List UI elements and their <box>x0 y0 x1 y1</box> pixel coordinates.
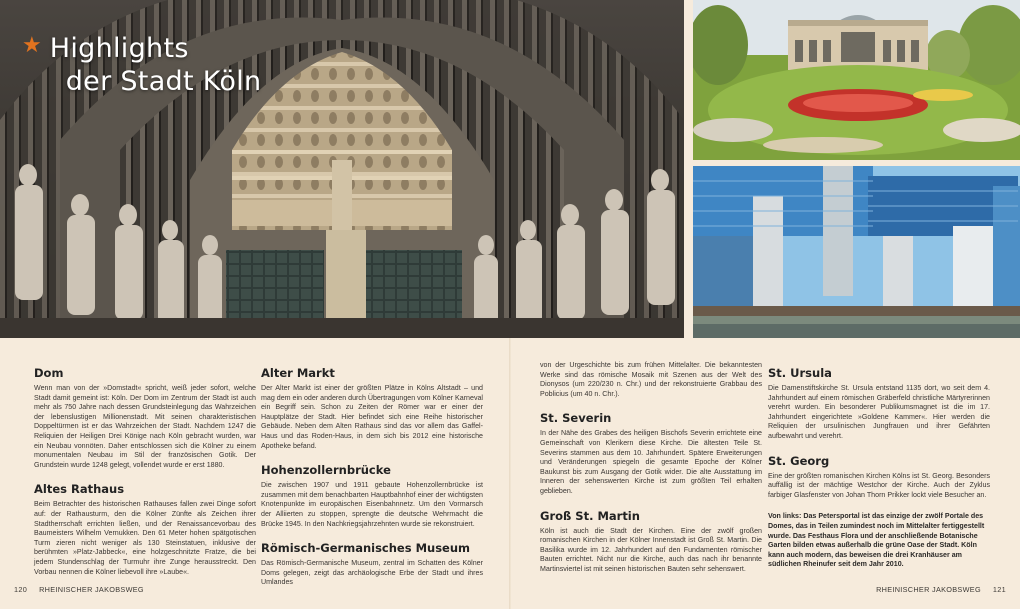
paragraph-gross-st-martin: Köln ist auch die Stadt der Kirchen. Eine der zwölf großen romanischen Kirchen in der Kölner Innenstadt ist Groß St. Martin. Die Basilika wurde im 12. Jahrhundert auf den Fundamenten römischer Bauten errichtet. Nicht nur die Kirche, auch das nach ihr benannte Martinsviertel ist mit seinen historischen Bauten sehr sehenswert. <box>540 526 762 573</box>
paragraph-altes-rathaus: Beim Betrachter des historischen Rathauses fallen zwei Dinge sofort auf: der Rathausturm, den die Kölner Zünfte als Zeichen ihrer Stadtherrschaft errichten ließen, und der Renaissancevorbau des Baumeisters Wilhelm Vernukken. Den 61 Meter hohen spätgotischen Turm zieren nicht weniger als 130 Steinstatuen, inklusive der berühmten »Platz-Jabbeck«, eine holzgeschnitzte Fratze, die bei jedem Stundenschlag der Turmuhr ihre Zunge herausstreckt. Den Vorbau nennen die Kölner liebevoll ihre »Laube«. <box>34 500 256 576</box>
running-title-left: RHEINISCHER JAKOBSWEG <box>39 585 144 594</box>
heading-st-severin: St. Severin <box>540 411 612 426</box>
paragraph-st-ursula: Die Damenstiftskirche St. Ursula entstand 1135 dort, wo seit dem 4. Jahrhundert auf einem römischen Gräberfeld christliche Märtyrerinnen verehrt wurden. Ein besonderer Publikumsmagnet ist die im 17. Jahrhundert eingerichtete »Goldene Kammer«. Hier werden die Reliquien der ursulinischen Jungfrauen und ihrer Gefährten aufbewahrt und verehrt. <box>768 384 990 440</box>
heading-line-2: der Stadt Köln <box>65 66 262 97</box>
page-number-right: 121 <box>992 585 1006 594</box>
paragraph-dom: Wenn man von der »Domstadt« spricht, weiß jeder sofort, welche Stadt damit gemeint ist: Köln. Der Dom im Zentrum der Stadt ist auch mehr als 750 Jahre nach dessen Grundsteinlegung das Wahrzeichen der lebenslustigen Millionenstadt. Mit seinen charakteristischen Doppeltürmen ist er das Wahrzeichen der Stadt. Nachdem 1247 die Reliquien der Heiligen Drei Könige nach Köln gebracht wurden, war ein Neubau vonnöten. Daher entschlossen sich die Kölner zu einem monumentalen Neubau im Stil der französischen Gotik. Der Grundstein wurde 1248 gelegt, vollendet wurde er erst 1880. <box>34 384 256 469</box>
heading-gross-st-martin: Groß St. Martin <box>540 508 640 523</box>
heading-st-georg: St. Georg <box>768 453 830 468</box>
paragraph-st-severin: In der Nähe des Grabes des heiligen Bischofs Severin errichtete eine Gemeinschaft von Klerikern diese Kirche. Die ältesten Teile St. Severins stammen aus dem 10. Jahrhundert. Spätere Erweiterungen und Veränderungen spiegeln die gesamte Epoche der Kölner Baukunst bis zum Ausgang der Gotik wider. Die alte Ausstattung im Inneren der sehenswerten Kirche ist zum größten Teil erhalten geblieben. <box>540 429 762 495</box>
heading-roemisch-germanisches-museum: Römisch-Germanisches Museum <box>261 541 471 556</box>
paragraph-hohenzollernbruecke: Die zwischen 1907 und 1911 gebaute Hohenzollernbrücke ist zusammen mit dem benachbarten Hauptbahnhof einer der wichtigsten Knotenpunkte im europäischen Eisenbahnnetz. Um den Vormarsch der Alliierten zu stoppen, sprengte die deutsche Wehrmacht die Brücke 1945. In den Nachkriegsjahrzehnten wurde sie rekonstruiert. <box>261 481 483 528</box>
text-column-4 <box>768 366 990 570</box>
heading-line-1: Highlights <box>49 33 189 64</box>
heading-st-ursula: St. Ursula <box>768 366 832 380</box>
book-gutter <box>509 338 511 609</box>
running-title-right: RHEINISCHER JAKOBSWEG <box>876 585 981 594</box>
footer-right <box>876 585 1006 594</box>
paragraph-st-georg: Eine der größten romanischen Kirchen Kölns ist St. Georg. Besonders auffällig ist der mächtige Westchor der Kirche. Auch der Zyklus farbiger Glasfenster von Johan Thorn Prikker lockt viele Besucher an. <box>768 471 990 499</box>
text-column-2 <box>261 366 483 588</box>
heading-alter-markt: Alter Markt <box>261 366 335 380</box>
kranhaus-photo <box>693 166 1020 338</box>
heading-altes-rathaus: Altes Rathaus <box>34 482 125 497</box>
section-heading <box>22 32 261 98</box>
paragraph-museum-continued: von der Urgeschichte bis zum frühen Mittelalter. Die bekanntesten Werke sind das römische Mosaik mit Szenen aus der Welt des Dionysos (um 220/230 n. Chr.) und der rekonstruierte Grabbau des Poblicius (um 40 n. Chr.). <box>540 361 762 398</box>
flora-garden-photo <box>693 0 1020 160</box>
page-number-left: 120 <box>14 585 28 594</box>
text-column-1 <box>34 366 256 577</box>
heading-hohenzollernbruecke: Hohenzollernbrücke <box>261 463 391 478</box>
paragraph-roemisch-germanisches-museum: Das Römisch-Germanische Museum, zentral im Schatten des Kölner Doms gelegen, zeigt das archäologische Erbe der Stadt und ihres Umlandes <box>261 559 483 587</box>
footer-left <box>14 585 144 594</box>
text-column-3 <box>540 361 762 575</box>
photo-caption: Von links: Das Petersportal ist das einzige der zwölf Portale des Domes, das in Teilen zumindest noch im Mittelalter fertiggestellt wurde. Das Festhaus Flora und der anschließende Botanische Garten bilden etwas außerhalb die grüne Oase der Stadt. Köln kann auch modern, das beweisen die drei Kranhäuser am südlichen Rheinufer seit dem Jahr 2010. <box>768 512 985 569</box>
paragraph-alter-markt: Der Alter Markt ist einer der größten Plätze in Kölns Altstadt – und mag dem ein oder anderen durch Übertragungen vom Kölner Karneval ein Begriff sein. Schon zu Zeiten der Römer war er einer der Hauptplätze der Stadt. Hier befindet sich eine Reihe historischer Gebäude. Neben dem Alten Rathaus sind das vor allem das Gaffel-Haus und das Roden-Haus, in dem sich bis 2012 eine historische Apotheke befand. <box>261 384 484 450</box>
heading-dom: Dom <box>34 366 64 380</box>
star-icon: ★ <box>22 32 42 57</box>
